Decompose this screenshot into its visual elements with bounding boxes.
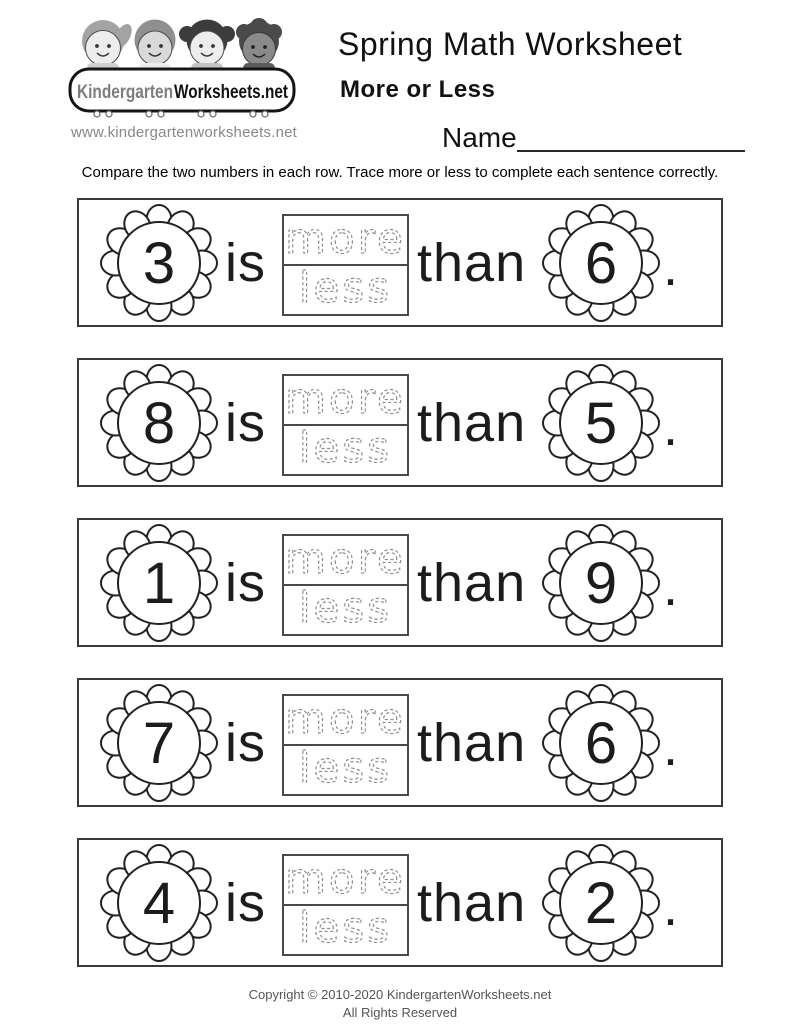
trace-less-cell[interactable] [284, 266, 407, 314]
worksheet-row [77, 838, 723, 967]
flower-icon [541, 523, 661, 643]
trace-more-cell[interactable] [284, 696, 407, 744]
trace-less-cell[interactable] [284, 746, 407, 794]
flower-icon [541, 363, 661, 483]
flower-icon [541, 843, 661, 963]
logo-brand-second: Worksheets.net [174, 82, 289, 103]
page-subtitle: More or Less [340, 76, 496, 103]
word-is: is [225, 233, 266, 293]
instructions-text: Compare the two numbers in each row. Trace more or less to complete each sentence correctly. [81, 164, 719, 181]
kindergartenworksheets-logo [56, 14, 308, 120]
right-number: 6 [584, 231, 618, 296]
word-than: than [417, 393, 527, 453]
word-than: than [417, 233, 527, 293]
trace-word-more[interactable]: more [285, 216, 406, 263]
name-field [442, 120, 745, 152]
worksheet-row [77, 518, 723, 647]
right-number: 5 [584, 391, 618, 456]
kids-illustration [82, 18, 282, 73]
sentence-period: . [663, 237, 679, 297]
worksheet-row [77, 198, 723, 327]
right-number: 2 [584, 871, 618, 936]
worksheet-row [77, 678, 723, 807]
trace-less-cell[interactable] [284, 906, 407, 954]
trace-less-cell[interactable] [284, 426, 407, 474]
flower-icon [99, 843, 219, 963]
left-number: 1 [142, 551, 176, 616]
trace-box [282, 214, 409, 316]
footer [0, 986, 800, 1022]
word-is: is [225, 553, 266, 613]
flower-icon [541, 203, 661, 323]
website-url: www.kindergartenworksheets.net [70, 124, 298, 141]
trace-word-more[interactable]: more [285, 856, 406, 903]
trace-more-cell[interactable] [284, 216, 407, 264]
trace-box [282, 854, 409, 956]
trace-word-less[interactable]: less [298, 586, 393, 632]
sentence-period: . [663, 717, 679, 777]
trace-more-cell[interactable] [284, 376, 407, 424]
worksheet-rows [77, 198, 723, 998]
trace-box [282, 534, 409, 636]
name-label: Name [442, 122, 517, 153]
trace-word-more[interactable]: more [285, 376, 406, 423]
left-number: 4 [142, 871, 176, 936]
word-than: than [417, 873, 527, 933]
word-is: is [225, 393, 266, 453]
trace-word-less[interactable]: less [298, 746, 393, 792]
word-than: than [417, 713, 527, 773]
left-number: 3 [142, 231, 176, 296]
trace-less-cell[interactable] [284, 586, 407, 634]
left-number: 8 [142, 391, 176, 456]
trace-word-more[interactable]: more [285, 696, 406, 743]
right-number: 9 [584, 551, 618, 616]
rights-text: All Rights Reserved [342, 1005, 458, 1021]
flower-icon [541, 683, 661, 803]
page-title: Spring Math Worksheet [338, 26, 683, 62]
word-than: than [417, 553, 527, 613]
trace-more-cell[interactable] [284, 536, 407, 584]
trace-box [282, 374, 409, 476]
word-is: is [225, 873, 266, 933]
trace-word-less[interactable]: less [298, 906, 393, 952]
flower-icon [99, 363, 219, 483]
logo-brand-first: Kindergarten [77, 82, 173, 103]
trace-word-more[interactable]: more [285, 536, 406, 583]
trace-more-cell[interactable] [284, 856, 407, 904]
left-number: 7 [142, 711, 176, 776]
name-blank-line[interactable] [517, 118, 745, 152]
sentence-period: . [663, 397, 679, 457]
trace-word-less[interactable]: less [298, 266, 393, 312]
sentence-period: . [663, 557, 679, 617]
trace-box [282, 694, 409, 796]
worksheet-row [77, 358, 723, 487]
flower-icon [99, 203, 219, 323]
flower-icon [99, 683, 219, 803]
trace-word-less[interactable]: less [298, 426, 393, 472]
word-is: is [225, 713, 266, 773]
flower-icon [99, 523, 219, 643]
copyright-text: Copyright © 2010-2020 KindergartenWorksheets.net [248, 987, 552, 1002]
sentence-period: . [663, 877, 679, 937]
right-number: 6 [584, 711, 618, 776]
